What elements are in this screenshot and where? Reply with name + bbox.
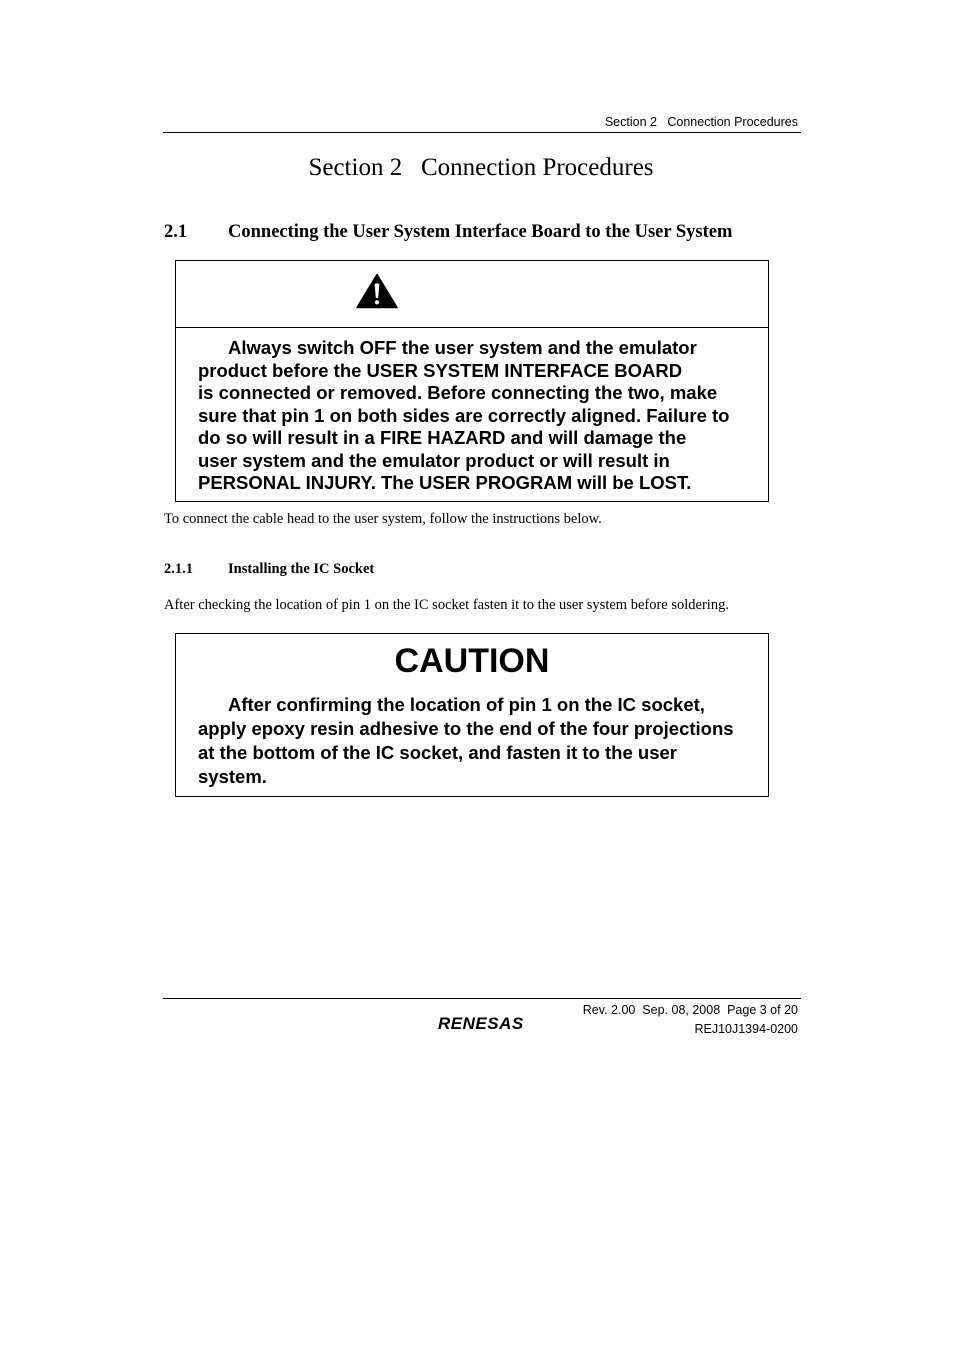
socket-paragraph: After checking the location of pin 1 on the IC socket fasten it to the user system before soldering. — [164, 597, 729, 613]
renesas-logo-text: RENESAS — [438, 1014, 524, 1033]
caution-title: CAUTION — [394, 642, 550, 680]
subsection-heading — [164, 222, 732, 243]
subsubsection-heading — [164, 561, 374, 578]
warning-line: user system and the emulator product or will result in — [198, 449, 670, 471]
caution-line: system. — [198, 766, 267, 787]
intro-paragraph: To connect the cable head to the user system, follow the instructions below. — [164, 511, 602, 527]
caution-text — [198, 693, 760, 789]
subsubsection-number: 2.1.1 — [164, 561, 193, 577]
warning-box — [175, 260, 769, 502]
subsection-number: 2.1 — [164, 222, 188, 242]
subsection-title: Connecting the User System Interface Board to the User System — [228, 222, 733, 242]
caution-line: at the bottom of the IC socket, and fasten it to the user — [198, 742, 677, 763]
footer-rule — [163, 998, 801, 999]
caution-line: After confirming the location of pin 1 on the IC socket, — [228, 694, 705, 715]
warning-text — [198, 337, 760, 495]
section-title: Section 2 Connection Procedures — [308, 154, 654, 181]
renesas-logo — [438, 1013, 560, 1033]
footer-doc-number: REJ10J1394-0200 — [694, 1022, 798, 1036]
warning-line: sure that pin 1 on both sides are correctly aligned. Failure to — [198, 404, 730, 426]
warning-line: is connected or removed. Before connecting the two, make — [198, 382, 718, 403]
header-rule — [163, 132, 801, 133]
caution-line: apply epoxy resin adhesive to the end of the four projections — [198, 718, 734, 739]
running-header: Section 2 Connection Procedures — [604, 115, 798, 129]
warning-line: PERSONAL INJURY. The USER PROGRAM will be LOST. — [198, 472, 692, 493]
subsubsection-title: Installing the IC Socket — [228, 561, 375, 577]
warning-line: Always switch OFF the user system and the emulator — [228, 337, 697, 358]
warning-box-header — [176, 261, 768, 328]
warning-triangle-icon — [356, 273, 398, 309]
warning-line: do so will result in a FIRE HAZARD and will damage the — [198, 427, 687, 448]
caution-box — [175, 633, 769, 797]
warning-line: product before the USER SYSTEM INTERFACE BOARD — [198, 359, 683, 381]
footer-revision: Rev. 2.00 Sep. 08, 2008 Page 3 of 20 — [582, 1003, 798, 1017]
